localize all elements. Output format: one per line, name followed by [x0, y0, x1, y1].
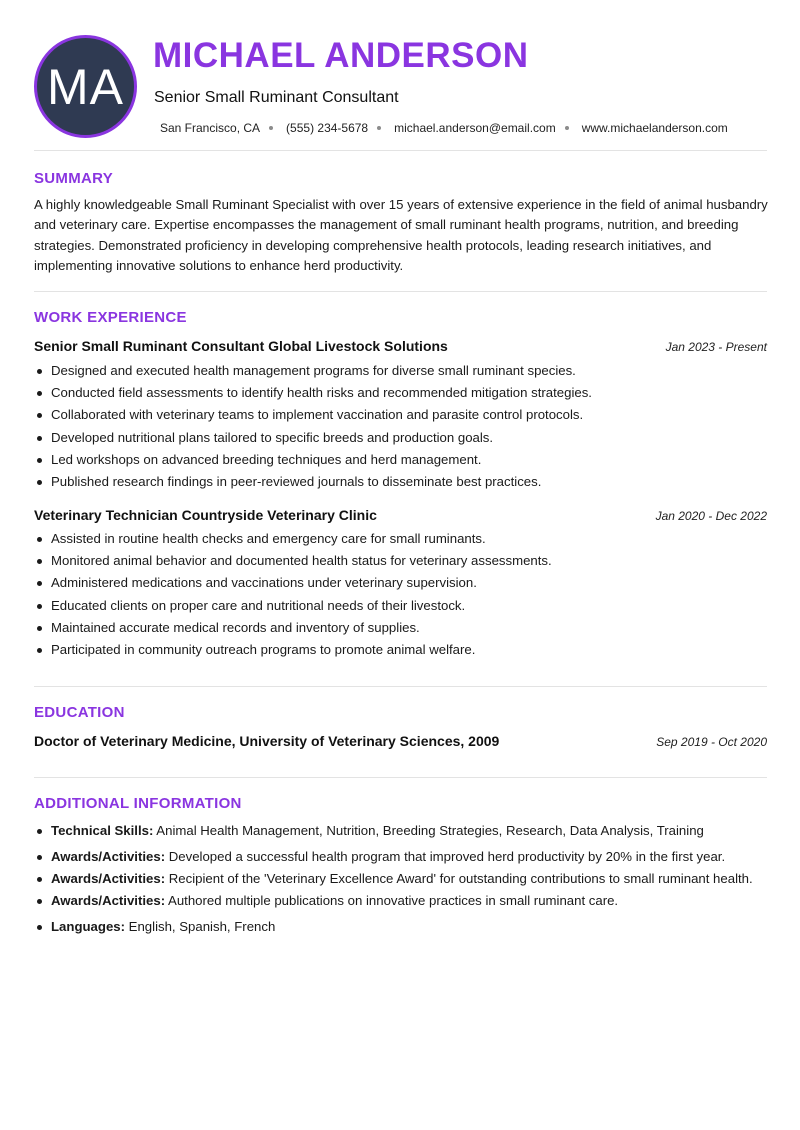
- contact-phone: (555) 234-5678: [286, 121, 394, 135]
- job-header: [34, 338, 767, 354]
- item-label: Awards/Activities:: [51, 871, 166, 886]
- experience-heading: WORK EXPERIENCE: [34, 309, 187, 326]
- list-item: [34, 821, 769, 841]
- list-item: Collaborated with veterinary teams to implement vaccination and parasite control protocols.: [34, 404, 769, 426]
- contact-bar: [160, 121, 728, 135]
- item-label: Technical Skills:: [51, 823, 154, 838]
- divider: [34, 150, 767, 151]
- item-label: Awards/Activities:: [51, 893, 166, 908]
- additional-heading: ADDITIONAL INFORMATION: [34, 795, 242, 812]
- list-item: Maintained accurate medical records and inventory of supplies.: [34, 617, 769, 639]
- contact-website[interactable]: www.michaelanderson.com: [581, 121, 728, 135]
- item-text: Developed a successful health program that improved herd productivity by 20% in the first year.: [165, 849, 726, 864]
- item-text: Authored multiple publications on innovative practices in small ruminant care.: [165, 893, 619, 908]
- avatar-initials: MA: [47, 58, 124, 115]
- education-entry: [34, 733, 767, 749]
- job-bullets: [34, 360, 769, 493]
- item-text: English, Spanish, French: [125, 919, 276, 934]
- education-degree: Doctor of Veterinary Medicine, University of Veterinary Sciences, 2009: [34, 733, 500, 749]
- list-item: Assisted in routine health checks and emergency care for small ruminants.: [34, 528, 769, 550]
- avatar: [34, 35, 137, 138]
- job-bullets: [34, 528, 769, 661]
- list-item: Published research findings in peer-reviewed journals to disseminate best practices.: [34, 471, 769, 493]
- list-item: [34, 869, 769, 889]
- job-title: Veterinary Technician Countryside Veterinary Clinic: [34, 507, 377, 523]
- list-item: [34, 891, 769, 911]
- list-item: Led workshops on advanced breeding techniques and herd management.: [34, 449, 769, 471]
- list-item: Monitored animal behavior and documented health status for veterinary assessments.: [34, 550, 769, 572]
- list-item: Administered medications and vaccinations under veterinary supervision.: [34, 572, 769, 594]
- item-label: Awards/Activities:: [51, 849, 166, 864]
- separator-dot: [565, 126, 569, 130]
- summary-heading: SUMMARY: [34, 170, 114, 187]
- list-item: Participated in community outreach programs to promote animal welfare.: [34, 639, 769, 661]
- list-item: Developed nutritional plans tailored to specific breeds and production goals.: [34, 427, 769, 449]
- item-label: Languages:: [51, 919, 126, 934]
- divider: [34, 777, 767, 778]
- education-heading: EDUCATION: [34, 704, 125, 721]
- separator-dot: [269, 126, 273, 130]
- education-date: Sep 2019 - Oct 2020: [656, 735, 767, 749]
- job-header: [34, 507, 767, 523]
- list-item: [34, 847, 769, 867]
- job-date: Jan 2023 - Present: [665, 340, 767, 354]
- contact-location: San Francisco, CA: [160, 121, 286, 135]
- list-item: [34, 917, 769, 937]
- summary-text: A highly knowledgeable Small Ruminant Specialist with over 15 years of extensive experience in the field of animal husbandry and veterinary care. Expertise encompasses the management of small ruminant health programs, nutrition, and breeding strategies. Demonstrated proficiency in developing comprehensive health protocols, leading research initiatives, and implementing innovative solutions to enhance herd productivity.: [34, 197, 768, 273]
- divider: [34, 291, 767, 292]
- list-item: Educated clients on proper care and nutritional needs of their livestock.: [34, 595, 769, 617]
- divider: [34, 686, 767, 687]
- item-text: Recipient of the 'Veterinary Excellence Award' for outstanding contributions to small ruminant health.: [165, 871, 753, 886]
- candidate-title: Senior Small Ruminant Consultant: [154, 89, 399, 106]
- list-item: Designed and executed health management programs for diverse small ruminant species.: [34, 360, 769, 382]
- additional-list: [34, 821, 769, 937]
- contact-email[interactable]: michael.anderson@email.com: [394, 121, 582, 135]
- job-title: Senior Small Ruminant Consultant Global Livestock Solutions: [34, 338, 448, 354]
- list-item: Conducted field assessments to identify health risks and recommended mitigation strategies.: [34, 382, 769, 404]
- job-date: Jan 2020 - Dec 2022: [655, 509, 767, 523]
- separator-dot: [377, 126, 381, 130]
- item-text: Animal Health Management, Nutrition, Breeding Strategies, Research, Data Analysis, Training: [153, 823, 704, 838]
- candidate-name: MICHAEL ANDERSON: [153, 36, 529, 75]
